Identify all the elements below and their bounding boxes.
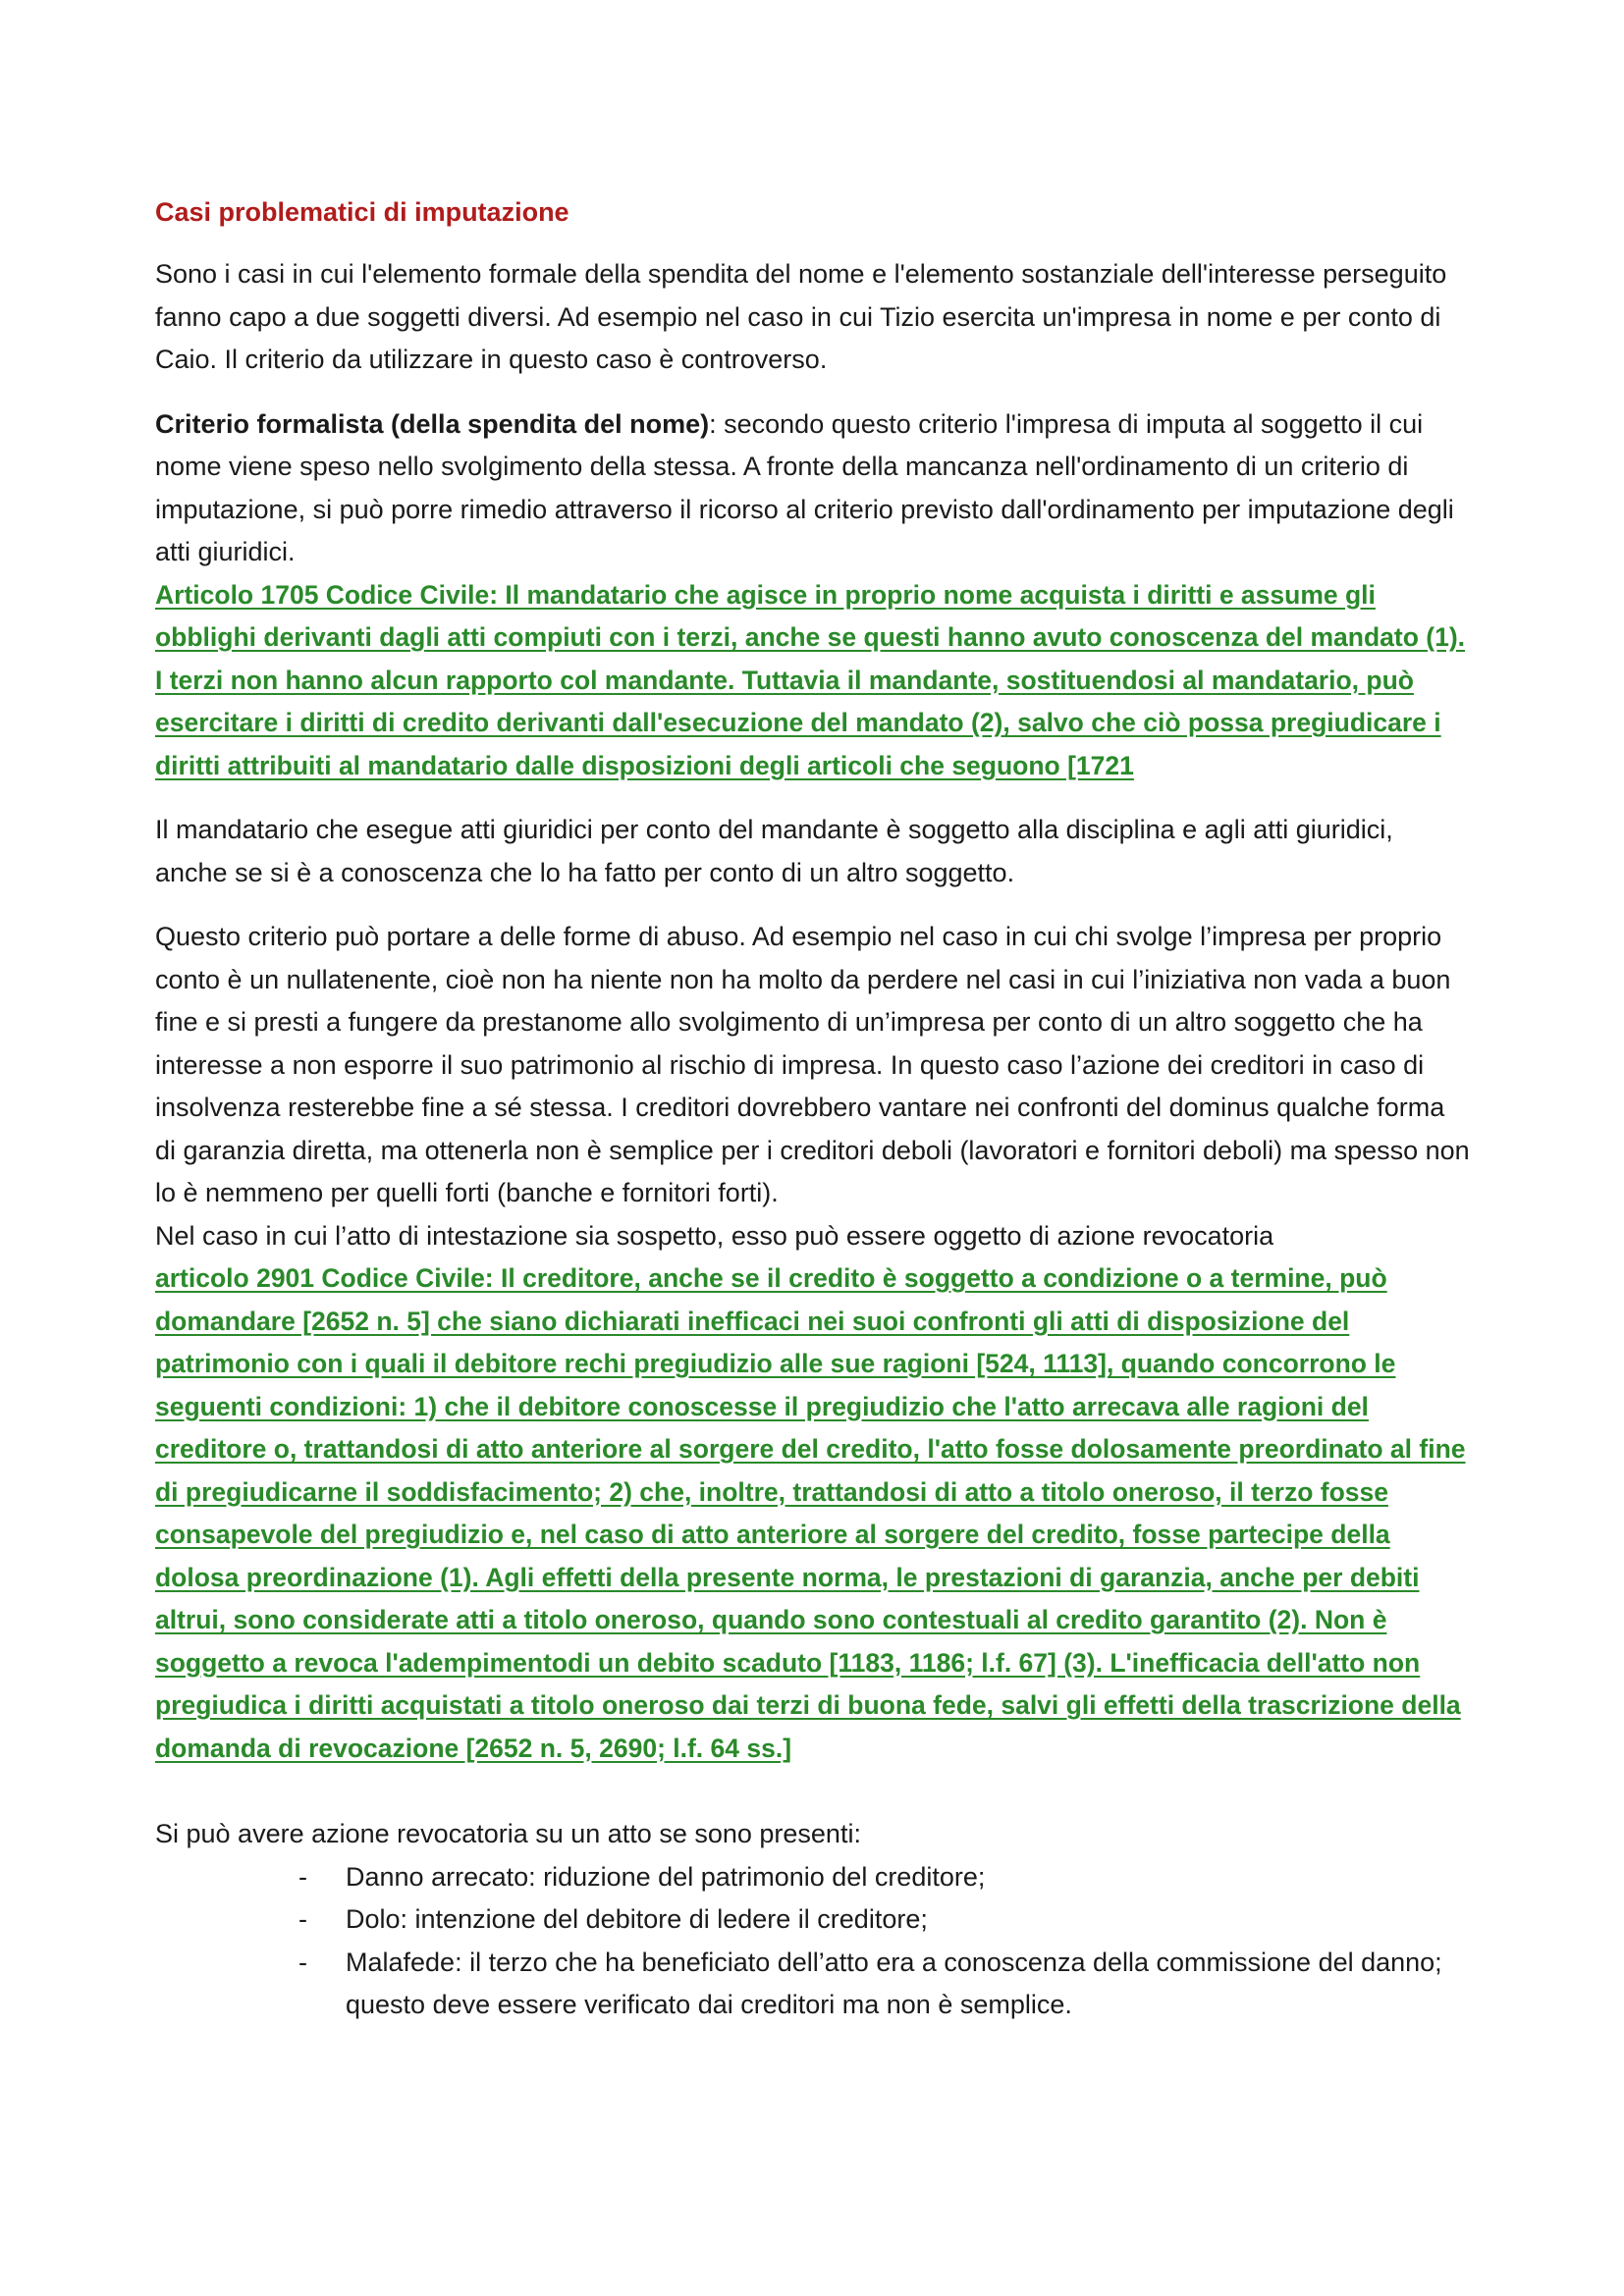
article-2901-quote: articolo 2901 Codice Civile: Il creditore, anche se il credito è soggetto a condizione o a termine, può domandare [2652 n. 5] che siano dichiarati inefficaci nei suoi confronti gli atti di disposizione del patrimonio con i quali il debitore rechi pregiudizio alle sue ragioni [524, 1113], quando concorrono le seguenti condizioni: 1) che il debitore conoscesse il pregiudizio che l'atto arrecava alle ragioni del creditore o, trattandosi di atto anteriore al sorgere del credito, l'atto fosse dolosamente preordinato al fine di pregiudicarne il soddisfacimento; 2) che, inoltre, trattandosi di atto a titolo oneroso, il terzo fosse consapevole del pregiudizio e, nel caso di atto anteriore al sorgere del credito, fosse partecipe della dolosa preordinazione (1). Agli effetti della presente norma, le prestazioni di garanzia, anche per debiti altrui, sono considerate atti a titolo oneroso, quando sono contestuali al credito garantito (2). Non è soggetto a revoca l'adempimentodi un debito scaduto [1183, 1186; l.f. 67] (3). L'inefficacia dell'atto non pregiudica i diritti acquistati a titolo oneroso dai terzi di buona fede, salvi gli effetti della trascrizione della domanda di revocazione [2652 n. 5, 2690; l.f. 64 ss.]: [155, 1263, 1466, 1763]
article-1705-quote: Articolo 1705 Codice Civile: Il mandatario che agisce in proprio nome acquista i diritti e assume gli obblighi derivanti dagli atti compiuti con i terzi, anche se questi hanno avuto conoscenza del mandato (1). I terzi non hanno alcun rapporto col mandante. Tuttavia il mandante, sostituendosi al mandatario, può esercitare i diritti di credito derivanti dall'esecuzione del mandato (2), salvo che ciò possa pregiudicare i diritti attribuiti al mandatario dalle disposizioni degli articoli che seguono [1721: [155, 579, 1466, 780]
criterio-paragraph: [155, 403, 1472, 574]
criterio-text: : secondo questo criterio l'impresa di imputa al soggetto il cui nome viene speso nello svolgimento della stessa. A fronte della mancanza nell'ordinamento di un criterio di imputazione, si può porre rimedio attraverso il ricorso al criterio previsto dall'ordinamento per imputazione degli atti giuridici.: [155, 408, 1454, 566]
conditions-list: [155, 1856, 1472, 2027]
mandatario-paragraph: Il mandatario che esegue atti giuridici per conto del mandante è soggetto alla disciplina e agli atti giuridici, anche se si è a conoscenza che lo ha fatto per conto di un altro soggetto.: [155, 815, 1393, 887]
intro-paragraph: Sono i casi in cui l'elemento formale della spendita del nome e l'elemento sostanziale dell'interesse perseguito fanno capo a due soggetti diversi. Ad esempio nel caso in cui Tizio esercita un'impresa in nome e per conto di Caio. Il criterio da utilizzare in questo caso è controverso.: [155, 259, 1447, 374]
criterio-label: Criterio formalista (della spendita del nome): [155, 408, 710, 439]
list-item: - Danno arrecato: riduzione del patrimonio del creditore;: [298, 1856, 1472, 1899]
abuso-paragraph: Questo criterio può portare a delle forme di abuso. Ad esempio nel caso in cui chi svolge l’impresa per proprio conto è un nullatenente, cioè non ha niente non ha molto da perdere nel casi in cui l’iniziativa non vada a buon fine e si presti a fungere da prestanome allo svolgimento di un’impresa per conto di un altro soggetto che ha interesse a non esporre il suo patrimonio al rischio di impresa. In questo caso l’azione dei creditori in caso di insolvenza resterebbe fine a sé stessa. I creditori dovrebbero vantare nei confronti del dominus qualche forma di garanzia diretta, ma ottenerla non è semplice per i creditori deboli (lavoratori e fornitori deboli) ma spesso non lo è nemmeno per quelli forti (banche e fornitori forti).: [155, 922, 1470, 1207]
section-title: Casi problematici di imputazione: [155, 197, 569, 227]
intestazione-paragraph: Nel caso in cui l’atto di intestazione sia sospetto, esso può essere oggetto di azione revocatoria: [155, 1220, 1274, 1251]
list-item: - Dolo: intenzione del debitore di ledere il creditore;: [298, 1898, 1472, 1942]
revocatoria-intro: Si può avere azione revocatoria su un atto se sono presenti:: [155, 1819, 861, 1848]
list-item: - Malafede: il terzo che ha beneficiato dell’atto era a conoscenza della commissione del danno; questo deve essere verificato dai creditori ma non è semplice.: [298, 1942, 1472, 2027]
